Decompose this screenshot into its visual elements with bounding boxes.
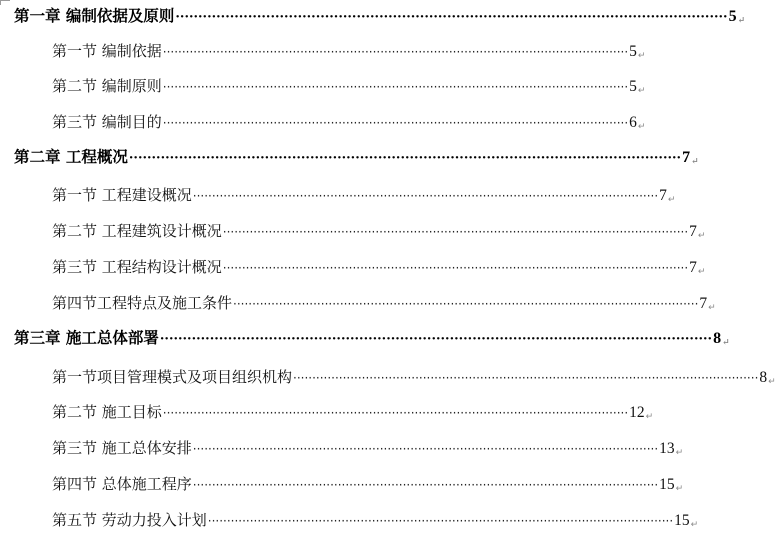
toc-entry-page: 7 [689,223,697,240]
toc-entry-section[interactable] [52,438,684,458]
toc-entry-page: 15 [659,476,675,493]
toc-entry-title: 第三节 编制目的 [52,113,162,131]
paragraph-mark-icon: ↵ [690,520,699,530]
toc-entry-section[interactable] [52,293,716,313]
dot-leader: ·························································································································· [162,45,629,59]
dot-leader: ·························································································································· [207,514,674,528]
dot-leader: ·························································································································· [233,297,699,311]
toc-entry-section[interactable] [52,221,706,241]
toc-entry-title: 第四节 总体施工程序 [52,475,192,493]
toc-entry-title: 第二节 编制原则 [52,77,162,95]
paragraph-mark-icon: ↵ [708,303,716,313]
toc-entry-title: 第四节工程特点及施工条件 [52,294,233,312]
toc-entry-page: 12 [629,404,645,421]
toc-entry-page: 13 [659,440,675,457]
dot-leader: ·························································································································· [192,189,659,203]
dot-leader: ·························································································································· [162,80,629,94]
paragraph-mark-icon: ↵ [675,484,684,494]
paragraph-mark-icon: ↵ [722,338,730,348]
paragraph-mark-icon: ↵ [667,195,676,205]
paragraph-mark-icon: ↵ [737,16,746,26]
toc-entry-title: 第五节 劳动力投入计划 [52,511,207,529]
toc-entry-page: 5 [629,43,637,60]
toc-entry-section[interactable] [52,257,706,277]
toc-entry-title: 第三节 施工总体安排 [52,439,192,457]
paragraph-mark-icon: ↵ [768,377,776,387]
toc-entry-page: 15 [674,512,690,529]
toc-entry-title: 第一节 工程建设概况 [52,186,192,204]
toc-entry-title: 第二节 施工目标 [52,403,162,421]
paragraph-mark-icon: ↵ [645,412,654,422]
toc-entry-title: 第三节 工程结构设计概况 [52,258,222,276]
toc-entry-page: 7 [682,149,691,166]
toc-entry-page: 8 [759,369,768,386]
toc-entry-title: 第二章 工程概况 [14,147,128,166]
toc-entry-section[interactable] [52,185,676,205]
dot-leader: ·························································································································· [222,261,689,275]
paragraph-mark-icon: ↵ [637,86,646,96]
toc-entry-section[interactable] [52,474,684,494]
toc-entry-section[interactable] [52,112,646,132]
paragraph-mark-icon: ↵ [637,122,646,132]
toc-entry-chapter-2[interactable] [14,147,699,167]
toc-entry-section[interactable] [52,402,654,422]
paragraph-mark-icon: ↵ [675,448,684,458]
dot-leader: ·························································································································· [162,406,629,420]
dot-leader: ·························································································································· [175,10,728,25]
toc-entry-page: 7 [699,295,708,312]
paragraph-mark-icon: ↵ [697,231,706,241]
toc-entry-page: 5 [728,8,737,25]
toc-entry-chapter-1[interactable] [14,6,746,26]
toc-entry-title: 第一节项目管理模式及项目组织机构 [52,368,293,386]
toc-entry-page: 6 [629,114,637,131]
toc-entry-section[interactable] [52,510,699,530]
toc-entry-chapter-3[interactable] [14,328,730,348]
dot-leader: ·························································································································· [162,116,629,130]
paragraph-mark-icon: ↵ [697,267,706,277]
dot-leader: ·························································································································· [192,442,659,456]
toc-entry-title: 第一章 编制依据及原则 [14,6,175,25]
dot-leader: ·························································································································· [159,332,713,347]
toc-entry-page: 5 [629,78,637,95]
toc-entry-title: 第二节 工程建筑设计概况 [52,222,222,240]
toc-entry-page: 7 [689,259,697,276]
toc-entry-section[interactable] [52,76,646,96]
toc-entry-title: 第三章 施工总体部署 [14,328,159,347]
dot-leader: ·························································································································· [222,225,689,239]
toc-entry-page: 7 [659,187,667,204]
dot-leader: ·························································································································· [192,478,659,492]
toc-entry-section[interactable] [52,367,776,387]
page-corner-mark [0,0,10,5]
toc-entry-page: 8 [713,330,722,347]
dot-leader: ·························································································································· [293,371,759,385]
paragraph-mark-icon: ↵ [691,157,699,167]
dot-leader: ·························································································································· [128,151,682,166]
toc-entry-section[interactable] [52,41,646,61]
paragraph-mark-icon: ↵ [637,51,646,61]
toc-entry-title: 第一节 编制依据 [52,42,162,60]
